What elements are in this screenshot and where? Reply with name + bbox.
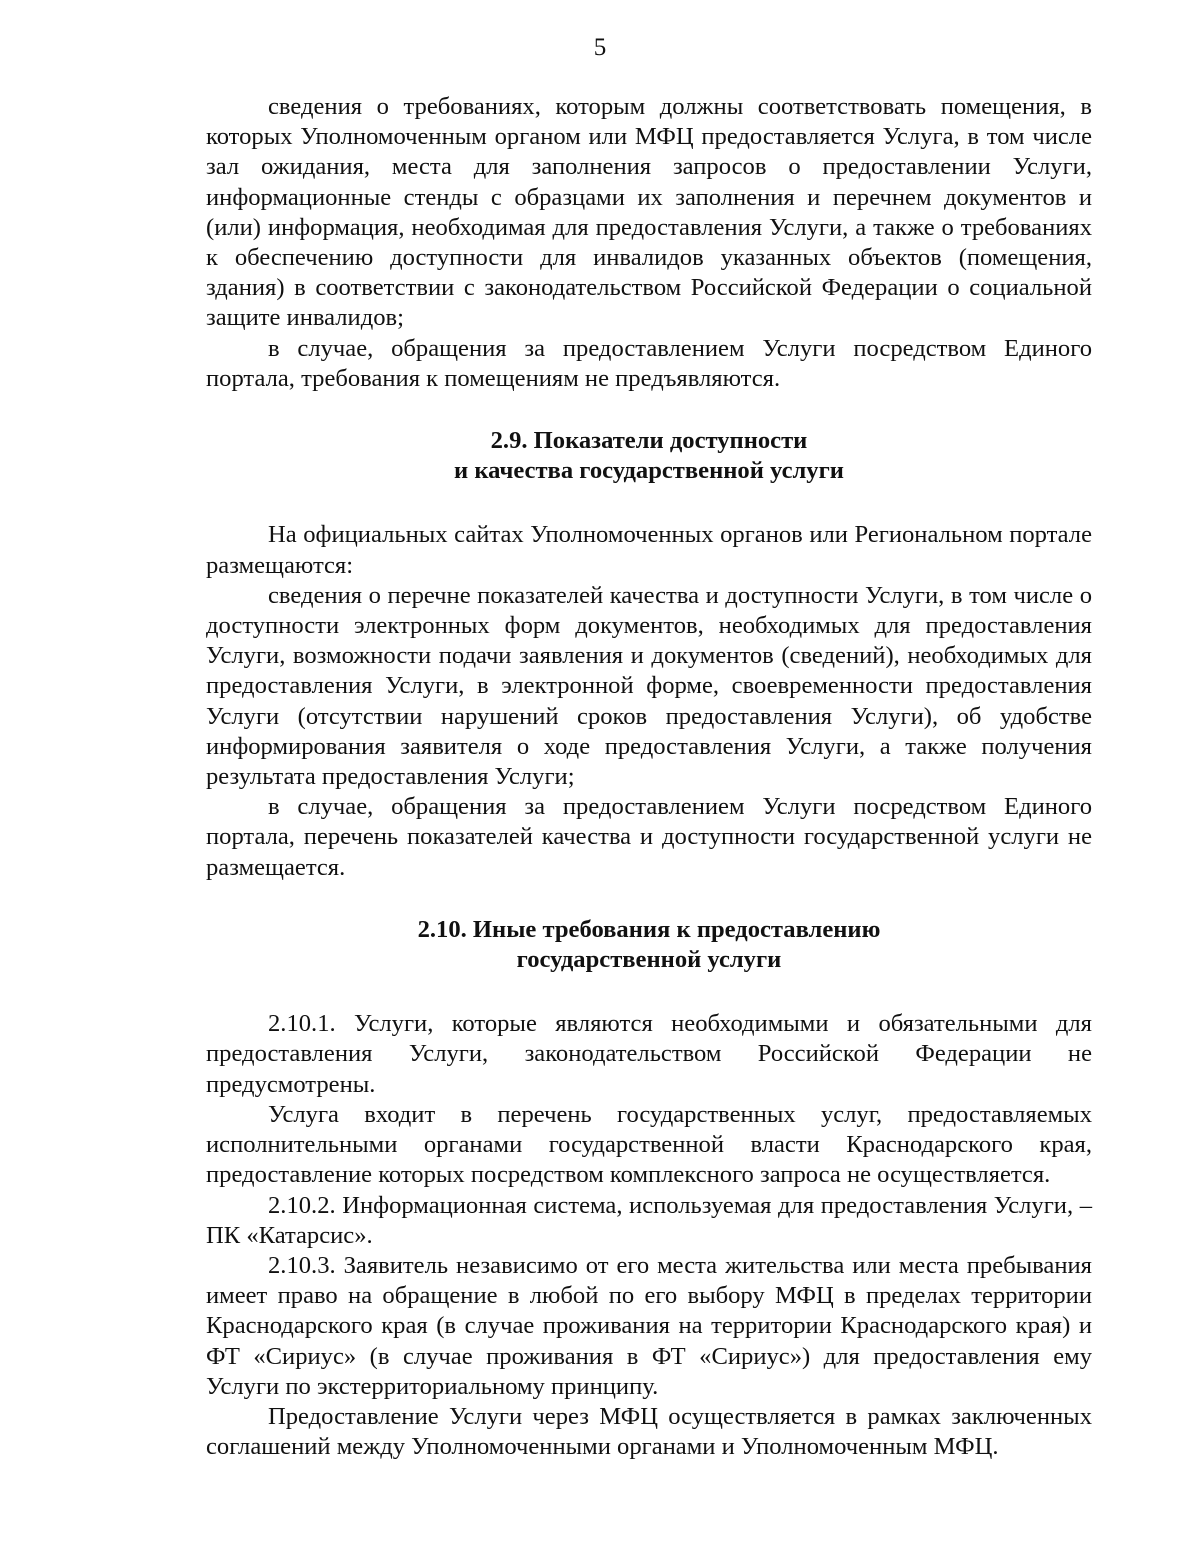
section-heading-2-10	[206, 915, 1092, 975]
section-heading-2-9-line1: 2.9. Показатели доступности	[490, 427, 808, 455]
paragraph-2-10-1: 2.10.1. Услуги, которые являются необходимыми и обязательными для предоставления Услуги, законодательством Российской Федерации не предусмотрены.	[206, 1010, 1092, 1098]
paragraph-portal-premises: в случае, обращения за предоставлением Услуги посредством Единого портала, требования к помещениям не предъявляются.	[206, 334, 1092, 392]
paragraph-complex-request: Услуга входит в перечень государственных услуг, предоставляемых исполнительными органами государственной власти Краснодарского края, предоставление которых посредством комплексного запроса не осуществляется.	[206, 1100, 1092, 1189]
document-body	[206, 92, 1092, 1462]
paragraph-2-10-3: 2.10.3. Заявитель независимо от его места жительства или места пребывания имеет право на обращение в любой по его выбору МФЦ в пределах территории Краснодарского края (в случае проживания на территории Краснодарского края) и ФТ «Сириус» (в случае проживания в ФТ «Сириус») для предоставления ему Услуги по экстерриториальному принципу.	[206, 1251, 1092, 1400]
section-heading-2-9	[206, 426, 1092, 486]
paragraph-2-10-2: 2.10.2. Информационная система, используемая для предоставления Услуги, – ПК «Катарсис».	[206, 1191, 1092, 1249]
section-heading-2-10-line2: государственной услуги	[516, 946, 782, 974]
paragraph-quality-indicators: сведения о перечне показателей качества и доступности Услуги, в том числе о доступности электронных форм документов, необходимых для предоставления Услуги, возможности подачи заявления и документов (сведений), необходимых для предоставления Услуги, в электронной форме, своевременности предоставления Услуги (отсутствии нарушений сроков предоставления Услуги), об удобстве информирования заявителя о ходе предоставления Услуги, а также получения результата предоставления Услуги;	[206, 581, 1092, 791]
section-heading-2-10-line1: 2.10. Иные требования к предоставлению	[417, 915, 881, 943]
paragraph-premises-requirements: сведения о требованиях, которым должны соответствовать помещения, в которых Уполномоченным органом или МФЦ предоставляется Услуга, в том числе зал ожидания, места для заполнения запросов о предоставлении Услуги, информационные стенды с образцами их заполнения и перечнем документов и (или) информация, необходимая для предоставления Услуги, а также о требованиях к обеспечению доступности для инвалидов указанных объектов (помещения, здания) в соответствии с законодательством Российской Федерации о социальной защите инвалидов;	[206, 93, 1092, 332]
page-number: 5	[593, 34, 607, 61]
paragraph-portal-indicators: в случае, обращения за предоставлением Услуги посредством Единого портала, перечень показателей качества и доступности государственной услуги не размещается.	[206, 793, 1092, 881]
section-heading-2-9-line2: и качества государственной услуги	[454, 457, 844, 485]
paragraph-mfc-agreements: Предоставление Услуги через МФЦ осуществляется в рамках заключенных соглашений между Уполномоченными органами и Уполномоченным МФЦ.	[206, 1402, 1092, 1461]
paragraph-official-sites: На официальных сайтах Уполномоченных органов или Региональном портале размещаются:	[206, 521, 1092, 579]
